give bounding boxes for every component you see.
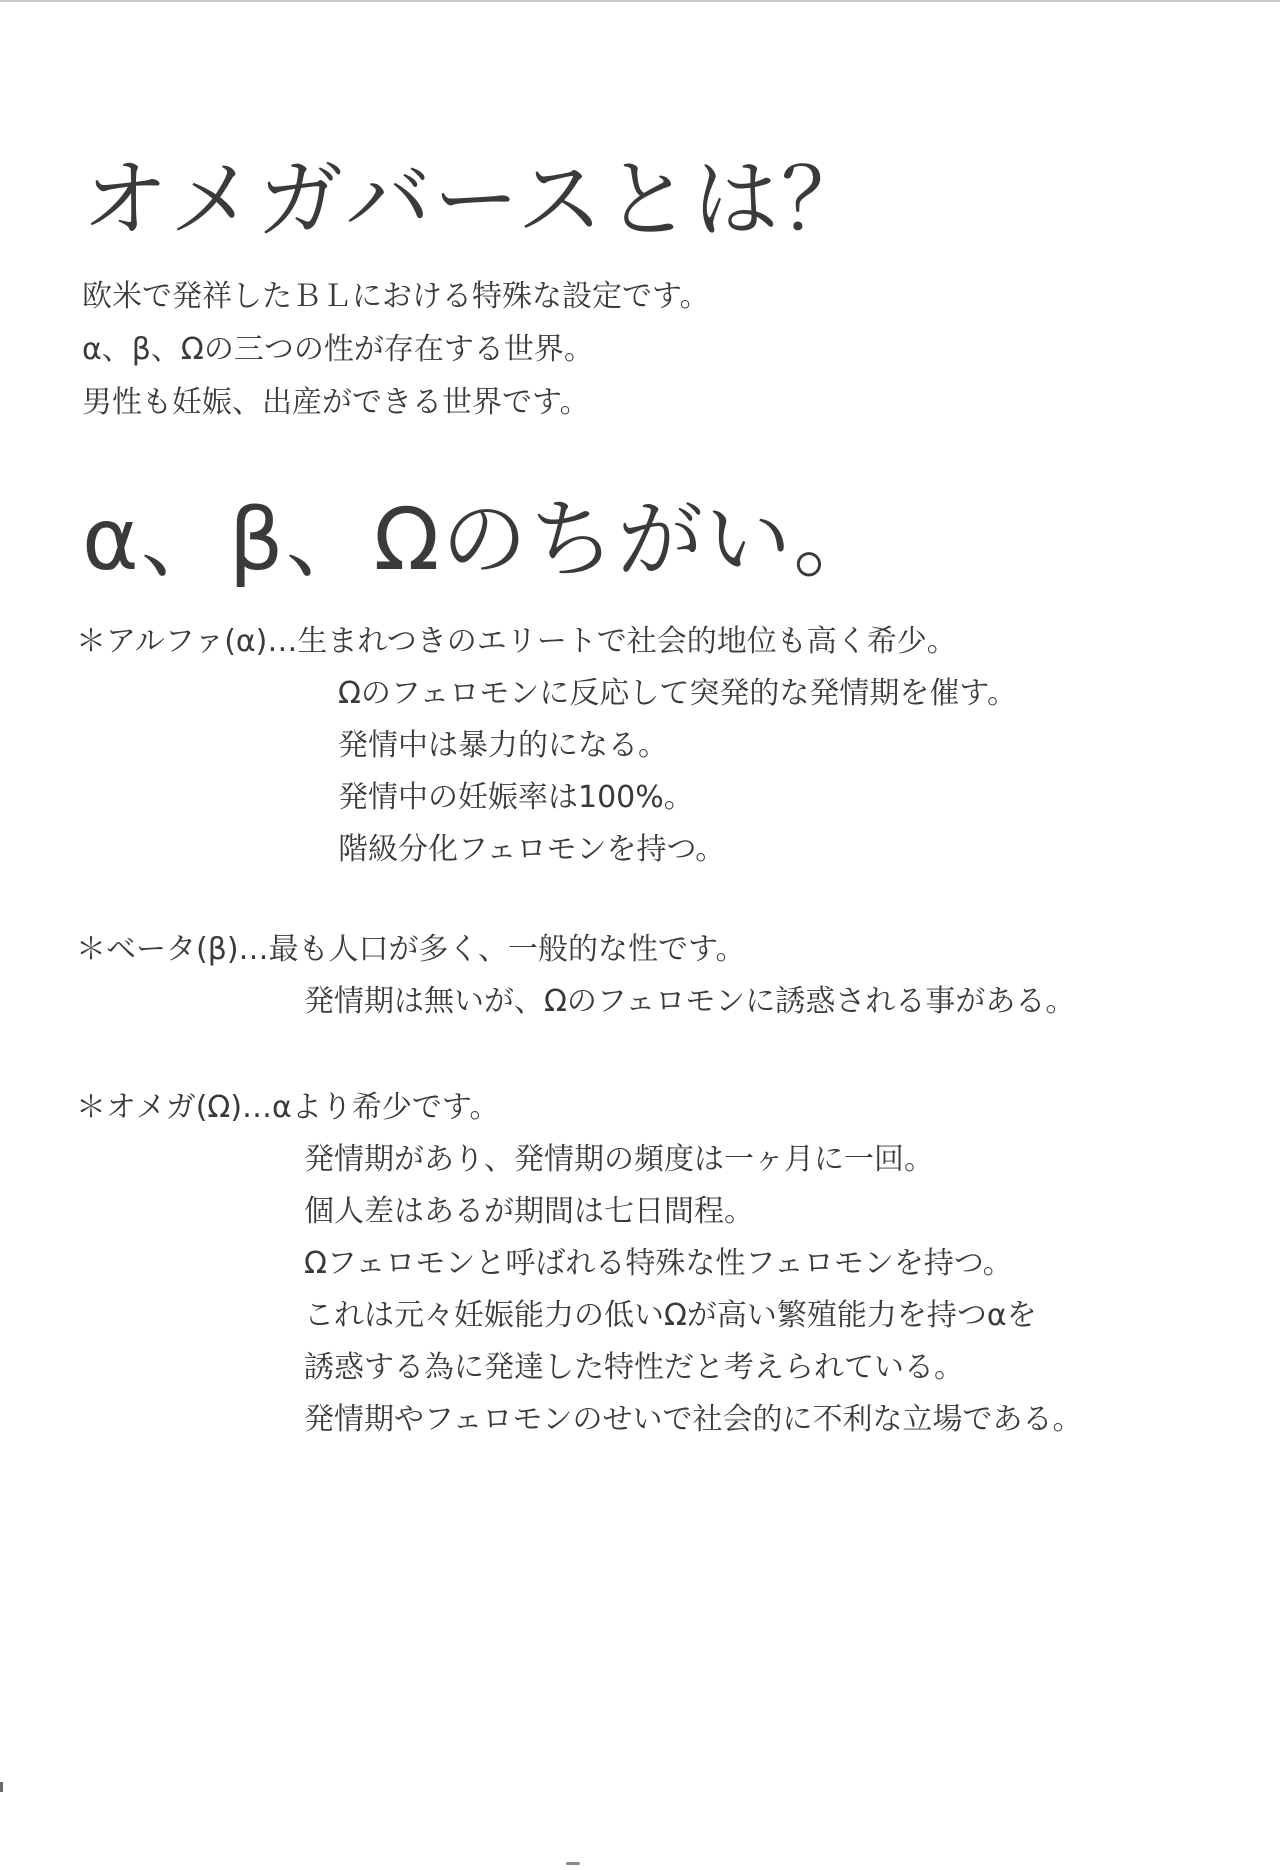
scan-corner-mark <box>0 1782 3 1792</box>
omega-entry <box>76 1082 1083 1446</box>
scan-bottom-mark <box>566 1862 580 1865</box>
omega-term: ＊オメガ(Ω)… <box>76 1090 273 1125</box>
alpha-line: 発情中は暴力的になる。 <box>338 728 668 763</box>
alpha-line: 階級分化フェロモンを持つ。 <box>338 832 726 867</box>
beta-line: 発情期は無いが、Ωのフェロモンに誘惑される事がある。 <box>304 984 1076 1019</box>
omega-line: これは元々妊娠能力の低いΩが高い繁殖能力を持つαを <box>304 1298 1037 1333</box>
omega-line: 個人差はあるが期間は七日間程。 <box>304 1194 754 1229</box>
beta-line: 最も人口が多く、一般的な性です。 <box>268 932 746 967</box>
page-title: オメガバースとは？ <box>82 150 869 250</box>
alpha-entry <box>76 616 1018 876</box>
alpha-line: Ωのフェロモンに反応して突発的な発情期を催す。 <box>338 676 1018 711</box>
beta-entry <box>76 924 1076 1028</box>
omega-line: 発情期があり、発情期の頻度は一ヶ月に一回。 <box>304 1142 934 1177</box>
beta-term: ＊ベータ(β)… <box>76 932 269 967</box>
intro-line: α、β、Ωの三つの性が存在する世界。 <box>82 332 594 367</box>
intro-paragraph <box>82 270 710 429</box>
omega-first-line <box>76 1082 499 1134</box>
alpha-line: 発情中の妊娠率は100%。 <box>338 780 694 815</box>
alpha-line: 生まれつきのエリートで社会的地位も高く希少。 <box>297 624 957 659</box>
section-title: α、β、Ωのちがい。 <box>82 490 882 590</box>
beta-first-line <box>76 924 746 976</box>
intro-line: 男性も妊娠、出産ができる世界です。 <box>82 385 590 420</box>
intro-line: 欧米で発祥したＢＬにおける特殊な設定です。 <box>82 279 710 314</box>
scan-edge-line <box>0 0 1280 2</box>
omega-line: 誘惑する為に発達した特性だと考えられている。 <box>304 1350 964 1385</box>
alpha-term: ＊アルファ(α)… <box>76 624 298 659</box>
omega-line: 発情期やフェロモンのせいで社会的に不利な立場である。 <box>304 1402 1083 1437</box>
omega-line: Ωフェロモンと呼ばれる特殊な性フェロモンを持つ。 <box>304 1246 1013 1281</box>
omega-line: αより希少です。 <box>272 1090 500 1125</box>
alpha-first-line <box>76 616 957 668</box>
